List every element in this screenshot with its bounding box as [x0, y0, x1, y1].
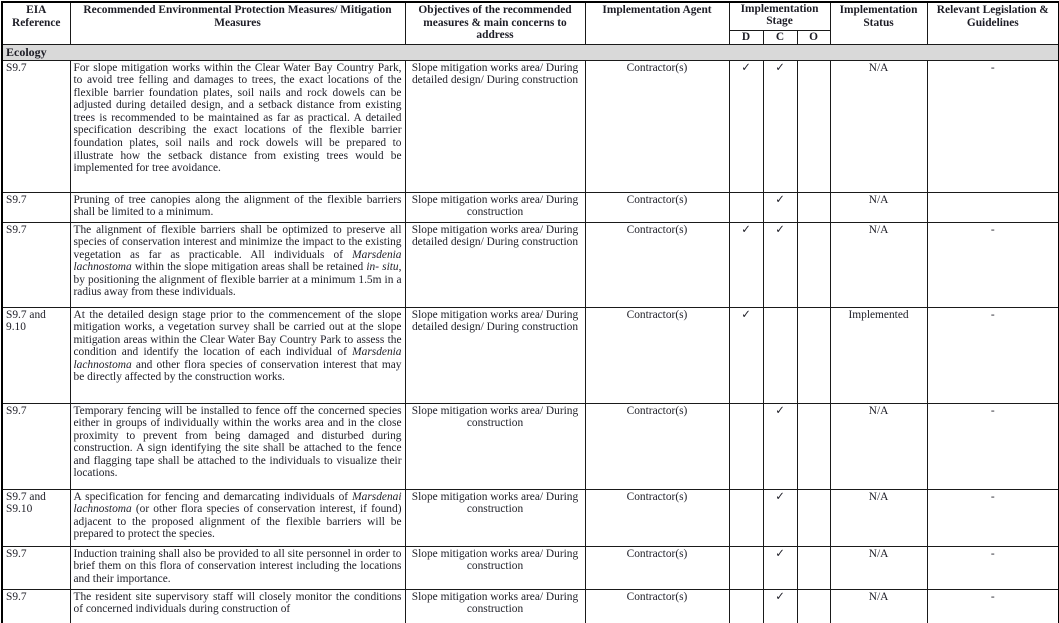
status-cell: N/A	[830, 192, 927, 222]
objectives-cell: Slope mitigation works area/ During construction	[405, 489, 585, 546]
stage-c-checkmark-cell: ✓	[763, 222, 797, 307]
measure-cell	[70, 489, 405, 546]
header-eia-reference: EIA Reference	[2, 2, 70, 44]
eia-ref-cell: S9.7	[2, 403, 70, 489]
measure-cell	[70, 60, 405, 192]
stage-o-cell	[797, 192, 830, 222]
agent-cell: Contractor(s)	[585, 192, 729, 222]
agent-cell: Contractor(s)	[585, 307, 729, 403]
objectives-cell: Slope mitigation works area/ During detailed design/ During construction	[405, 60, 585, 192]
stage-o-cell	[797, 222, 830, 307]
table-header	[2, 2, 1059, 44]
table-row	[2, 222, 1059, 307]
eia-ref-cell: S9.7	[2, 589, 70, 623]
stage-c-checkmark-cell: ✓	[763, 192, 797, 222]
table-row	[2, 60, 1059, 192]
header-stage-c: C	[763, 30, 797, 44]
table-row	[2, 307, 1059, 403]
stage-o-cell	[797, 589, 830, 623]
header-status: Implementation Status	[830, 2, 927, 44]
section-label: Ecology	[2, 44, 1059, 60]
measure-text-italic: Marsdenia lachnostoma	[73, 346, 402, 371]
status-cell: N/A	[830, 589, 927, 623]
stage-d-cell	[729, 192, 763, 222]
table-row	[2, 403, 1059, 489]
status-cell: N/A	[830, 546, 927, 589]
stage-c-checkmark-cell: ✓	[763, 60, 797, 192]
agent-cell: Contractor(s)	[585, 546, 729, 589]
table-body	[2, 44, 1059, 623]
agent-cell: Contractor(s)	[585, 489, 729, 546]
table-row	[2, 192, 1059, 222]
measure-cell	[70, 307, 405, 403]
header-legislation: Relevant Legislation & Guidelines	[927, 2, 1059, 44]
measure-text: Pruning of tree canopies along the alignment of the flexible barriers shall be limited to a minimum.	[73, 193, 402, 219]
agent-cell: Contractor(s)	[585, 589, 729, 623]
eia-ref-cell: S9.7	[2, 192, 70, 222]
header-agent: Implementation Agent	[585, 2, 729, 44]
status-cell: N/A	[830, 489, 927, 546]
stage-d-checkmark-cell: ✓	[729, 307, 763, 403]
eia-ref-cell: S9.7	[2, 222, 70, 307]
objectives-cell: Slope mitigation works area/ During detailed design/ During construction	[405, 307, 585, 403]
header-stage-d: D	[729, 30, 763, 44]
measure-cell	[70, 192, 405, 222]
measure-text: The resident site supervisory staff will closely monitor the conditions of concerned individuals during construction of	[73, 590, 402, 616]
measure-text: , by positioning the alignment of flexible barrier at a minimum 1.5m in a radius away from these individuals.	[73, 261, 402, 299]
agent-cell: Contractor(s)	[585, 222, 729, 307]
measure-text-italic: in- situ	[366, 261, 399, 274]
table-row	[2, 489, 1059, 546]
eia-ref-cell: S9.7	[2, 60, 70, 192]
legislation-cell: -	[927, 222, 1059, 307]
section-row-ecology	[2, 44, 1059, 60]
objectives-cell: Slope mitigation works area/ During construction	[405, 546, 585, 589]
measure-cell	[70, 403, 405, 489]
measure-text: A specification for fencing and demarcating individuals of	[73, 490, 353, 503]
status-cell: Implemented	[830, 307, 927, 403]
legislation-cell: -	[927, 546, 1059, 589]
measure-cell	[70, 589, 405, 623]
measure-text: within the slope mitigation areas shall be retained	[131, 261, 367, 274]
eia-ref-cell: S9.7 and 9.10	[2, 307, 70, 403]
ema-implementation-table	[1, 1, 1059, 623]
stage-o-cell	[797, 546, 830, 589]
stage-o-cell	[797, 403, 830, 489]
measure-text: The alignment of flexible barriers shall be optimized to preserve all species of conservation interest and minimize the impact to the existing vegetation as far as practicable. All individuals of	[73, 223, 402, 261]
measure-text: For slope mitigation works within the Clear Water Bay Country Park, to avoid tree felling and damages to trees, the exact locations of the flexible barrier foundation plates, soil nails and rock dowels can be adjusted during detailed design, and a setback distance from existing trees is recommended to be maintained as far as practical. A detailed specification describing the exact locations of the flexible barrier foundation plates, soil nails and rock dowels will be prepared to illustrate how the setback distance from existing trees would be implemented for tree avoidance.	[73, 61, 402, 175]
measure-text: (or other flora species of conservation interest, if found) adjacent to the proposed alignment of the flexible barriers will be prepared to protect the species.	[73, 503, 402, 541]
status-cell: N/A	[830, 222, 927, 307]
stage-d-cell	[729, 546, 763, 589]
stage-o-cell	[797, 307, 830, 403]
measure-cell	[70, 546, 405, 589]
header-objectives: Objectives of the recommended measures & main concerns to address	[405, 2, 585, 44]
legislation-cell: -	[927, 489, 1059, 546]
stage-c-checkmark-cell: ✓	[763, 589, 797, 623]
agent-cell: Contractor(s)	[585, 403, 729, 489]
header-stage: Implementation Stage	[729, 2, 830, 30]
measure-text: At the detailed design stage prior to the commencement of the slope mitigation works, a vegetation survey shall be carried out at the slope mitigation areas within the Clear Water Bay Country Park to assess the condition and identify the location of each individual of	[73, 308, 402, 359]
stage-d-cell	[729, 489, 763, 546]
objectives-cell: Slope mitigation works area/ During construction	[405, 589, 585, 623]
measure-text: Temporary fencing will be installed to fence off the concerned species either in groups of individually within the works area and in the close proximity to prevent from being damaged and disturbed during construction. A sign identifying the site shall be attached to the fence and flagging tape shall be attached to the individuals to visualize their locations.	[73, 404, 402, 480]
table-row	[2, 546, 1059, 589]
measure-text: Induction training shall also be provided to all site personnel in order to brief them on this flora of conservation interest including the locations and their importance.	[73, 547, 402, 585]
status-cell: N/A	[830, 403, 927, 489]
legislation-cell: -	[927, 60, 1059, 192]
legislation-cell: -	[927, 307, 1059, 403]
legislation-cell: -	[927, 589, 1059, 623]
header-measures: Recommended Environmental Protection Measures/ Mitigation Measures	[70, 2, 405, 44]
legislation-cell	[927, 192, 1059, 222]
eia-ref-cell: S9.7	[2, 546, 70, 589]
objectives-cell: Slope mitigation works area/ During construction	[405, 192, 585, 222]
legislation-cell: -	[927, 403, 1059, 489]
stage-o-cell	[797, 60, 830, 192]
measure-text-italic: Marsdenai lachnostoma	[73, 490, 402, 516]
stage-d-checkmark-cell: ✓	[729, 60, 763, 192]
stage-d-cell	[729, 403, 763, 489]
stage-c-checkmark-cell: ✓	[763, 489, 797, 546]
measure-text-italic: Marsdenia lachnostoma	[73, 248, 402, 274]
agent-cell: Contractor(s)	[585, 60, 729, 192]
header-stage-o: O	[797, 30, 830, 44]
objectives-cell: Slope mitigation works area/ During detailed design/ During construction	[405, 222, 585, 307]
measure-cell	[70, 222, 405, 307]
stage-d-checkmark-cell: ✓	[729, 222, 763, 307]
stage-d-cell	[729, 589, 763, 623]
eia-ref-cell: S9.7 and S9.10	[2, 489, 70, 546]
stage-o-cell	[797, 489, 830, 546]
objectives-cell: Slope mitigation works area/ During construction	[405, 403, 585, 489]
status-cell: N/A	[830, 60, 927, 192]
table-row	[2, 589, 1059, 623]
stage-c-cell	[763, 307, 797, 403]
measure-text: and other flora species of conservation interest that may be directly affected by the construction works.	[73, 358, 402, 384]
stage-c-checkmark-cell: ✓	[763, 403, 797, 489]
stage-c-checkmark-cell: ✓	[763, 546, 797, 589]
